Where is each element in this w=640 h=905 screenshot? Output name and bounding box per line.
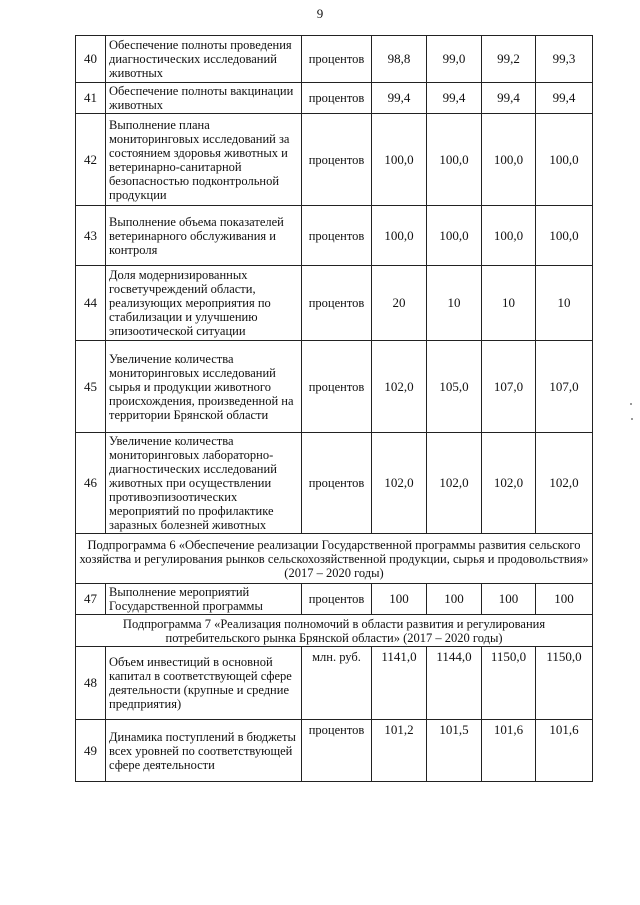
unit-of-measure: процентов <box>302 433 372 534</box>
indicator-value: 1150,0 <box>536 647 593 720</box>
table-row <box>76 647 593 720</box>
indicator-description: Объем инвестиций в основной капитал в соответствующей сфере деятельности (крупные и средние предприятия) <box>106 647 302 720</box>
indicator-value: 102,0 <box>482 433 536 534</box>
unit-of-measure: процентов <box>302 341 372 433</box>
indicator-value: 100,0 <box>427 206 482 266</box>
indicator-description: Выполнение плана мониторинговых исследований за состоянием здоровья животных и ветеринарно-санитарной безопасностью подконтрольной продукции <box>106 114 302 206</box>
unit-of-measure: процентов <box>302 36 372 83</box>
indicator-value: 100,0 <box>482 114 536 206</box>
indicator-value: 10 <box>427 266 482 341</box>
subprogram-header-row <box>76 534 593 584</box>
table-row <box>76 341 593 433</box>
unit-of-measure: процентов <box>302 266 372 341</box>
indicator-value: 99,2 <box>482 36 536 83</box>
indicator-value: 101,2 <box>372 720 427 782</box>
row-number: 47 <box>76 584 106 615</box>
indicator-value: 99,3 <box>536 36 593 83</box>
row-number: 45 <box>76 341 106 433</box>
indicator-value: 100,0 <box>372 206 427 266</box>
indicator-value: 100 <box>536 584 593 615</box>
indicator-value: 100,0 <box>482 206 536 266</box>
table-row <box>76 720 593 782</box>
indicator-value: 102,0 <box>372 341 427 433</box>
subprogram-title: Подпрограмма 6 «Обеспечение реализации Государственной программы развития сельского хозяйства и регулирования рынков сельскохозяйственной продукции, сырья и продовольствия» (2017 – 2020 годы) <box>76 534 593 584</box>
indicator-value: 100 <box>372 584 427 615</box>
row-number: 48 <box>76 647 106 720</box>
unit-of-measure: процентов <box>302 720 372 782</box>
unit-of-measure: процентов <box>302 584 372 615</box>
unit-of-measure: процентов <box>302 114 372 206</box>
table-row <box>76 266 593 341</box>
row-number: 40 <box>76 36 106 83</box>
indicator-value: 20 <box>372 266 427 341</box>
table-row <box>76 36 593 83</box>
scan-speck <box>630 403 632 405</box>
indicator-value: 100,0 <box>372 114 427 206</box>
row-number: 43 <box>76 206 106 266</box>
indicator-value: 10 <box>536 266 593 341</box>
indicators-table <box>75 35 593 782</box>
indicator-value: 98,8 <box>372 36 427 83</box>
indicator-description: Динамика поступлений в бюджеты всех уровней по соответствующей сфере деятельности <box>106 720 302 782</box>
indicator-value: 1144,0 <box>427 647 482 720</box>
indicator-description: Обеспечение полноты вакцинации животных <box>106 83 302 114</box>
indicator-value: 99,0 <box>427 36 482 83</box>
subprogram-title: Подпрограмма 7 «Реализация полномочий в области развития и регулирования потребительского рынка Брянской области» (2017 – 2020 годы) <box>76 615 593 647</box>
indicator-value: 100,0 <box>536 206 593 266</box>
indicator-value: 99,4 <box>482 83 536 114</box>
indicator-description: Увеличение количества мониторинговых лабораторно-диагностических исследований животных при осуществлении противоэпизоотических мероприятий по профилактике заразных болезней животных <box>106 433 302 534</box>
indicator-value: 105,0 <box>427 341 482 433</box>
indicator-value: 99,4 <box>427 83 482 114</box>
indicator-value: 100 <box>427 584 482 615</box>
indicator-value: 101,5 <box>427 720 482 782</box>
table-row <box>76 114 593 206</box>
unit-of-measure: млн. руб. <box>302 647 372 720</box>
indicator-value: 107,0 <box>482 341 536 433</box>
indicator-value: 1141,0 <box>372 647 427 720</box>
row-number: 42 <box>76 114 106 206</box>
indicator-value: 101,6 <box>536 720 593 782</box>
indicator-value: 102,0 <box>536 433 593 534</box>
indicator-value: 99,4 <box>536 83 593 114</box>
indicator-value: 99,4 <box>372 83 427 114</box>
row-number: 41 <box>76 83 106 114</box>
subprogram-header-row <box>76 615 593 647</box>
indicator-description: Обеспечение полноты проведения диагностических исследований животных <box>106 36 302 83</box>
indicator-value: 10 <box>482 266 536 341</box>
indicator-value: 102,0 <box>372 433 427 534</box>
indicator-value: 100 <box>482 584 536 615</box>
table-row <box>76 584 593 615</box>
scan-speck <box>631 418 633 420</box>
table-row <box>76 433 593 534</box>
indicator-description: Увеличение количества мониторинговых исследований сырья и продукции животного происхождения, произведенной на территории Брянской области <box>106 341 302 433</box>
indicator-value: 101,6 <box>482 720 536 782</box>
indicator-value: 102,0 <box>427 433 482 534</box>
indicator-description: Выполнение объема показателей ветеринарного обслуживания и контроля <box>106 206 302 266</box>
table-row <box>76 206 593 266</box>
indicator-value: 100,0 <box>536 114 593 206</box>
row-number: 46 <box>76 433 106 534</box>
table-row <box>76 83 593 114</box>
unit-of-measure: процентов <box>302 206 372 266</box>
row-number: 44 <box>76 266 106 341</box>
row-number: 49 <box>76 720 106 782</box>
indicator-description: Доля модернизированных госветучреждений области, реализующих мероприятия по стабилизации и улучшению эпизоотической ситуации <box>106 266 302 341</box>
page-number: 9 <box>316 6 324 21</box>
indicator-description: Выполнение мероприятий Государственной программы <box>106 584 302 615</box>
unit-of-measure: процентов <box>302 83 372 114</box>
indicator-value: 1150,0 <box>482 647 536 720</box>
indicator-value: 107,0 <box>536 341 593 433</box>
indicator-value: 100,0 <box>427 114 482 206</box>
